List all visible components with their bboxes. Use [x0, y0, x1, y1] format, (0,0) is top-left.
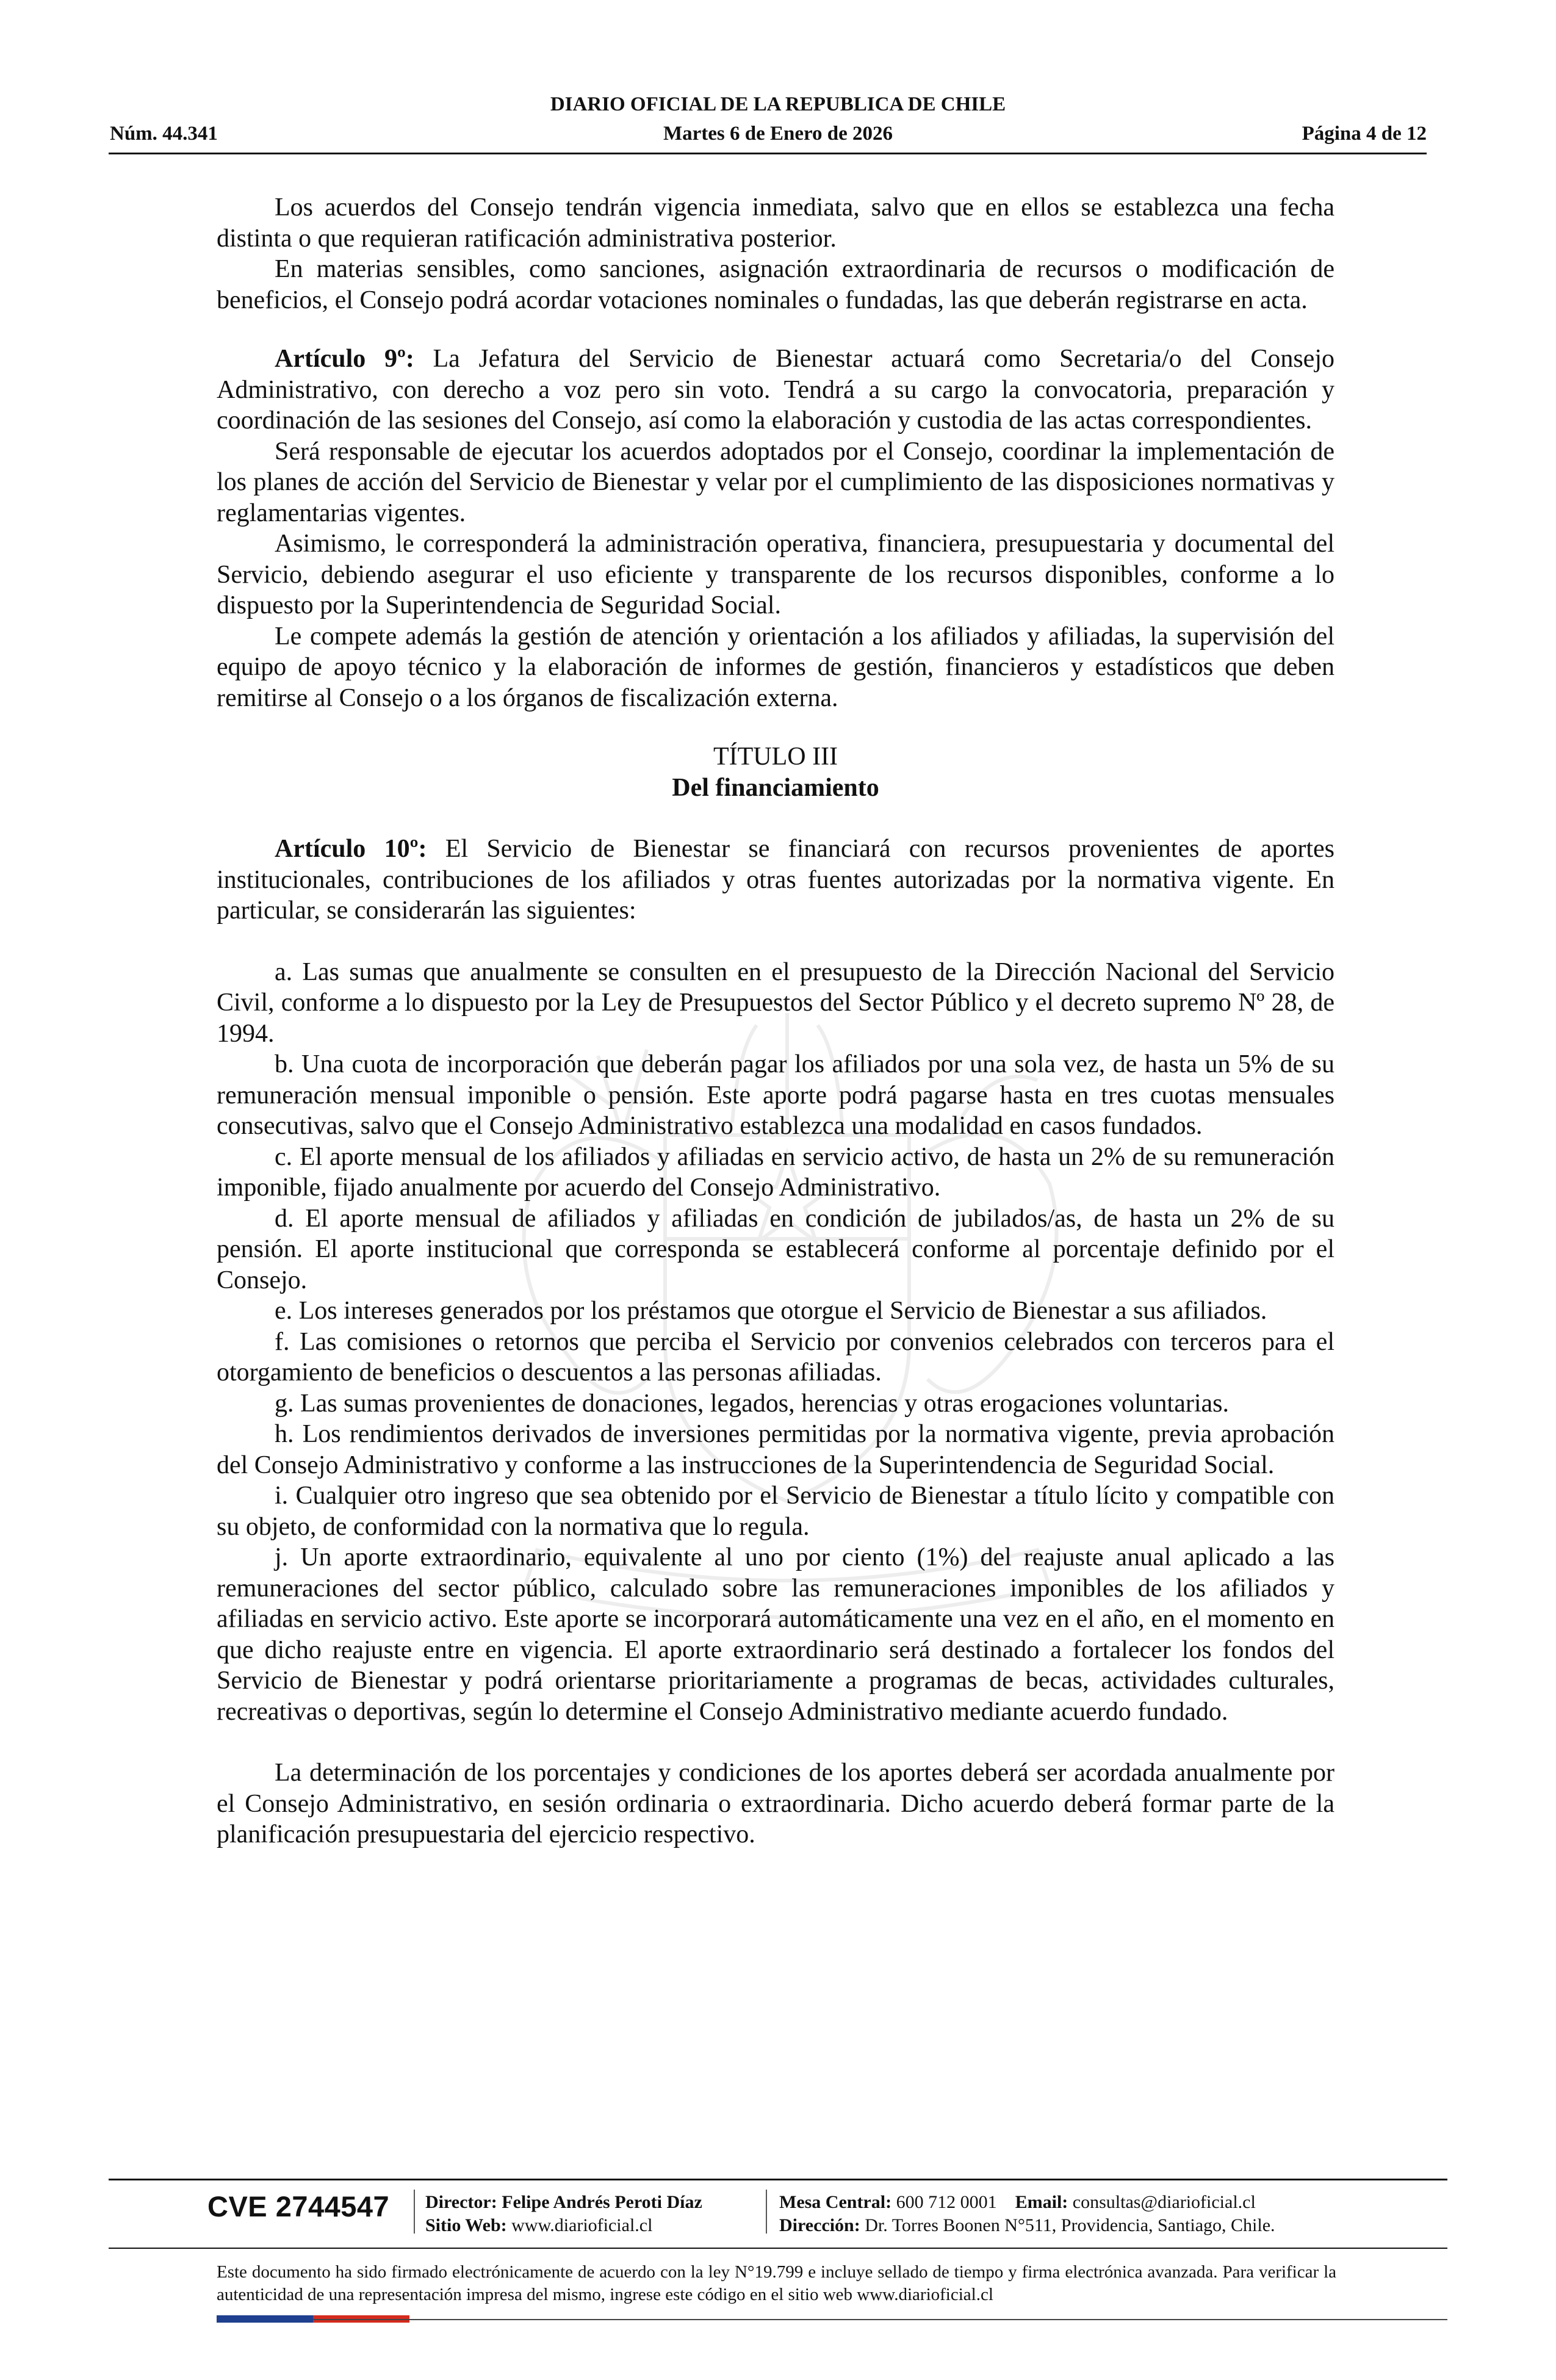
contact-line — [779, 2191, 1256, 2214]
director-label: Director: — [425, 2192, 497, 2212]
article-9 — [217, 344, 1334, 436]
signature-note: Este documento ha sido firmado electrónicamente de acuerdo con la ley N°19.799 e incluye sellado de tiempo y firma electrónica avanzada. Para verificar la autenticidad de una representación impresa del mismo, ingrese este código en el sitio web www.diarioficial.cl — [217, 2262, 1336, 2304]
site-line — [425, 2214, 652, 2237]
site-label: Sitio Web: — [425, 2215, 507, 2235]
article-10 — [217, 834, 1334, 926]
issue-date: Martes 6 de Enero de 2026 — [663, 123, 893, 145]
publication-title: DIARIO OFICIAL DE LA REPUBLICA DE CHILE — [550, 93, 1006, 115]
list-item: b. Una cuota de incorporación que deberán pagar los afiliados por una sola vez, de hasta un 5% de su remuneración mensual imponible o pensión. Este aporte podrá pagarse hasta en tres cuotas mensuales consecutivas, salvo que el Consejo Administrativo establezca una modalidad en casos fundados. — [217, 1050, 1334, 1140]
paragraph: Le compete además la gestión de atención y orientación a los afiliados y afiliadas, la supervisión del equipo de apoyo técnico y la elaboración de informes de gestión, financieros y estadísticos que deben remitirse al Consejo o a los órganos de fiscalización externa. — [217, 622, 1334, 712]
article-9-text: La Jefatura del Servicio de Bienestar actuará como Secretaria/o del Consejo Administrativo, con derecho a voz pero sin voto. Tendrá a su cargo la convocatoria, preparación y coordinación de las sesiones del Consejo, así como la elaboración y custodia de las actas correspondientes. — [217, 345, 1334, 435]
email-label: Email: — [1015, 2192, 1068, 2212]
document-body — [217, 192, 1334, 1850]
list-item: h. Los rendimientos derivados de inversiones permitidas por la normativa vigente, previa aprobación del Consejo Administrativo y conforme a las instrucciones de la Superintendencia de Seguridad Social. — [217, 1420, 1334, 1479]
list-item: i. Cualquier otro ingreso que sea obtenido por el Servicio de Bienestar a título lícito y compatible con su objeto, de conformidad con la normativa que lo regula. — [217, 1482, 1334, 1541]
footer-divider — [414, 2190, 415, 2234]
director-name: Felipe Andrés Peroti Díaz — [502, 2192, 702, 2212]
paragraph: Los acuerdos del Consejo tendrán vigencia inmediata, salvo que en ellos se establezca una fecha distinta o que requieran ratificación administrativa posterior. — [217, 193, 1334, 253]
list-item: j. Un aporte extraordinario, equivalente al uno por ciento (1%) del reajuste anual aplicado a las remuneraciones del sector público, calculado sobre las remuneraciones imponibles de los afiliados y afiliadas en servicio activo. Este aporte se incorporará automáticamente una vez en el año, en el momento en que dicho reajuste entre en vigencia. El aporte extraordinario será destinado a fortalecer los fondos del Servicio de Bienestar y podrá orientarse prioritariamente a programas de becas, actividades culturales, recreativas o deportivas, según lo determine el Consejo Administrativo mediante acuerdo fundado. — [217, 1543, 1334, 1726]
footer-divider — [766, 2190, 767, 2234]
address-line — [779, 2214, 1275, 2237]
issue-number: Núm. 44.341 — [110, 123, 218, 145]
address-label: Dirección: — [779, 2215, 860, 2235]
paragraph: Será responsable de ejecutar los acuerdos adoptados por el Consejo, coordinar la implementación de los planes de acción del Servicio de Bienestar y velar por el cumplimiento de las disposiciones normativas y reglamentarias vigentes. — [217, 437, 1334, 527]
mesa-label: Mesa Central: — [779, 2192, 892, 2212]
title-heading — [217, 741, 1334, 803]
list-item: a. Las sumas que anualmente se consulten en el presupuesto de la Dirección Nacional del Servicio Civil, conforme a lo dispuesto por la Ley de Presupuestos del Sector Público y el decreto supremo Nº 28, de 1994. — [217, 957, 1334, 1048]
list-item: g. Las sumas provenientes de donaciones, legados, herencias y otras erogaciones voluntarias. — [275, 1389, 1230, 1418]
page-number: Página 4 de 12 — [1302, 123, 1427, 145]
mesa-phone: 600 712 0001 — [896, 2192, 997, 2212]
footer-top-rule — [109, 2179, 1447, 2180]
list-item: d. El aporte mensual de afiliados y afiliadas en condición de jubilados/as, de hasta un 2% de su pensión. El aporte institucional que corresponda se establecerá conforme al porcentaje definido por el Consejo. — [217, 1204, 1334, 1294]
title-number: TÍTULO III — [713, 743, 838, 771]
list-item: f. Las comisiones o retornos que perciba el Servicio por convenios celebrados con terceros para el otorgamiento de beneficios o descuentos a las personas afiliadas. — [217, 1327, 1334, 1387]
director-line — [425, 2191, 702, 2214]
cve-code: CVE 2744547 — [207, 2190, 390, 2223]
site-link[interactable]: www.diarioficial.cl — [511, 2215, 653, 2235]
article-10-label: Artículo 10º: — [275, 835, 427, 863]
address-text: Dr. Torres Boonen N°511, Providencia, Santiago, Chile. — [865, 2215, 1275, 2235]
header-rule — [109, 153, 1427, 154]
article-9-label: Artículo 9º: — [275, 345, 414, 373]
footer-bottom-rule — [313, 2319, 1447, 2320]
title-name: Del financiamiento — [672, 773, 879, 802]
email-link[interactable]: consultas@diarioficial.cl — [1072, 2192, 1256, 2212]
article-10-text: El Servicio de Bienestar se financiará con recursos provenientes de aportes institucionales, contribuciones de los afiliados y otras fuentes autorizadas por la normativa vigente. En particular, se considerarán las siguientes: — [217, 835, 1334, 925]
list-item: e. Los intereses generados por los préstamos que otorgue el Servicio de Bienestar a sus afiliados. — [275, 1297, 1267, 1325]
footer-mid-rule — [109, 2248, 1447, 2249]
closing-paragraph: La determinación de los porcentajes y condiciones de los aportes deberá ser acordada anualmente por el Consejo Administrativo, en sesión ordinaria o extraordinaria. Dicho acuerdo deberá formar parte de la planificación presupuestaria del ejercicio respectivo. — [217, 1759, 1334, 1848]
flag-stripe-blue — [217, 2315, 313, 2323]
paragraph: Asimismo, le corresponderá la administración operativa, financiera, presupuestaria y documental del Servicio, debiendo asegurar el uso eficiente y transparente de los recursos disponibles, conforme a lo dispuesto por la Superintendencia de Seguridad Social. — [217, 530, 1334, 619]
paragraph: En materias sensibles, como sanciones, asignación extraordinaria de recursos o modificación de beneficios, el Consejo podrá acordar votaciones nominales o fundadas, las que deberán registrarse en acta. — [217, 255, 1334, 314]
list-item: c. El aporte mensual de los afiliados y afiliadas en servicio activo, de hasta un 2% de su remuneración imponible, fijado anualmente por acuerdo del Consejo Administrativo. — [217, 1142, 1334, 1202]
